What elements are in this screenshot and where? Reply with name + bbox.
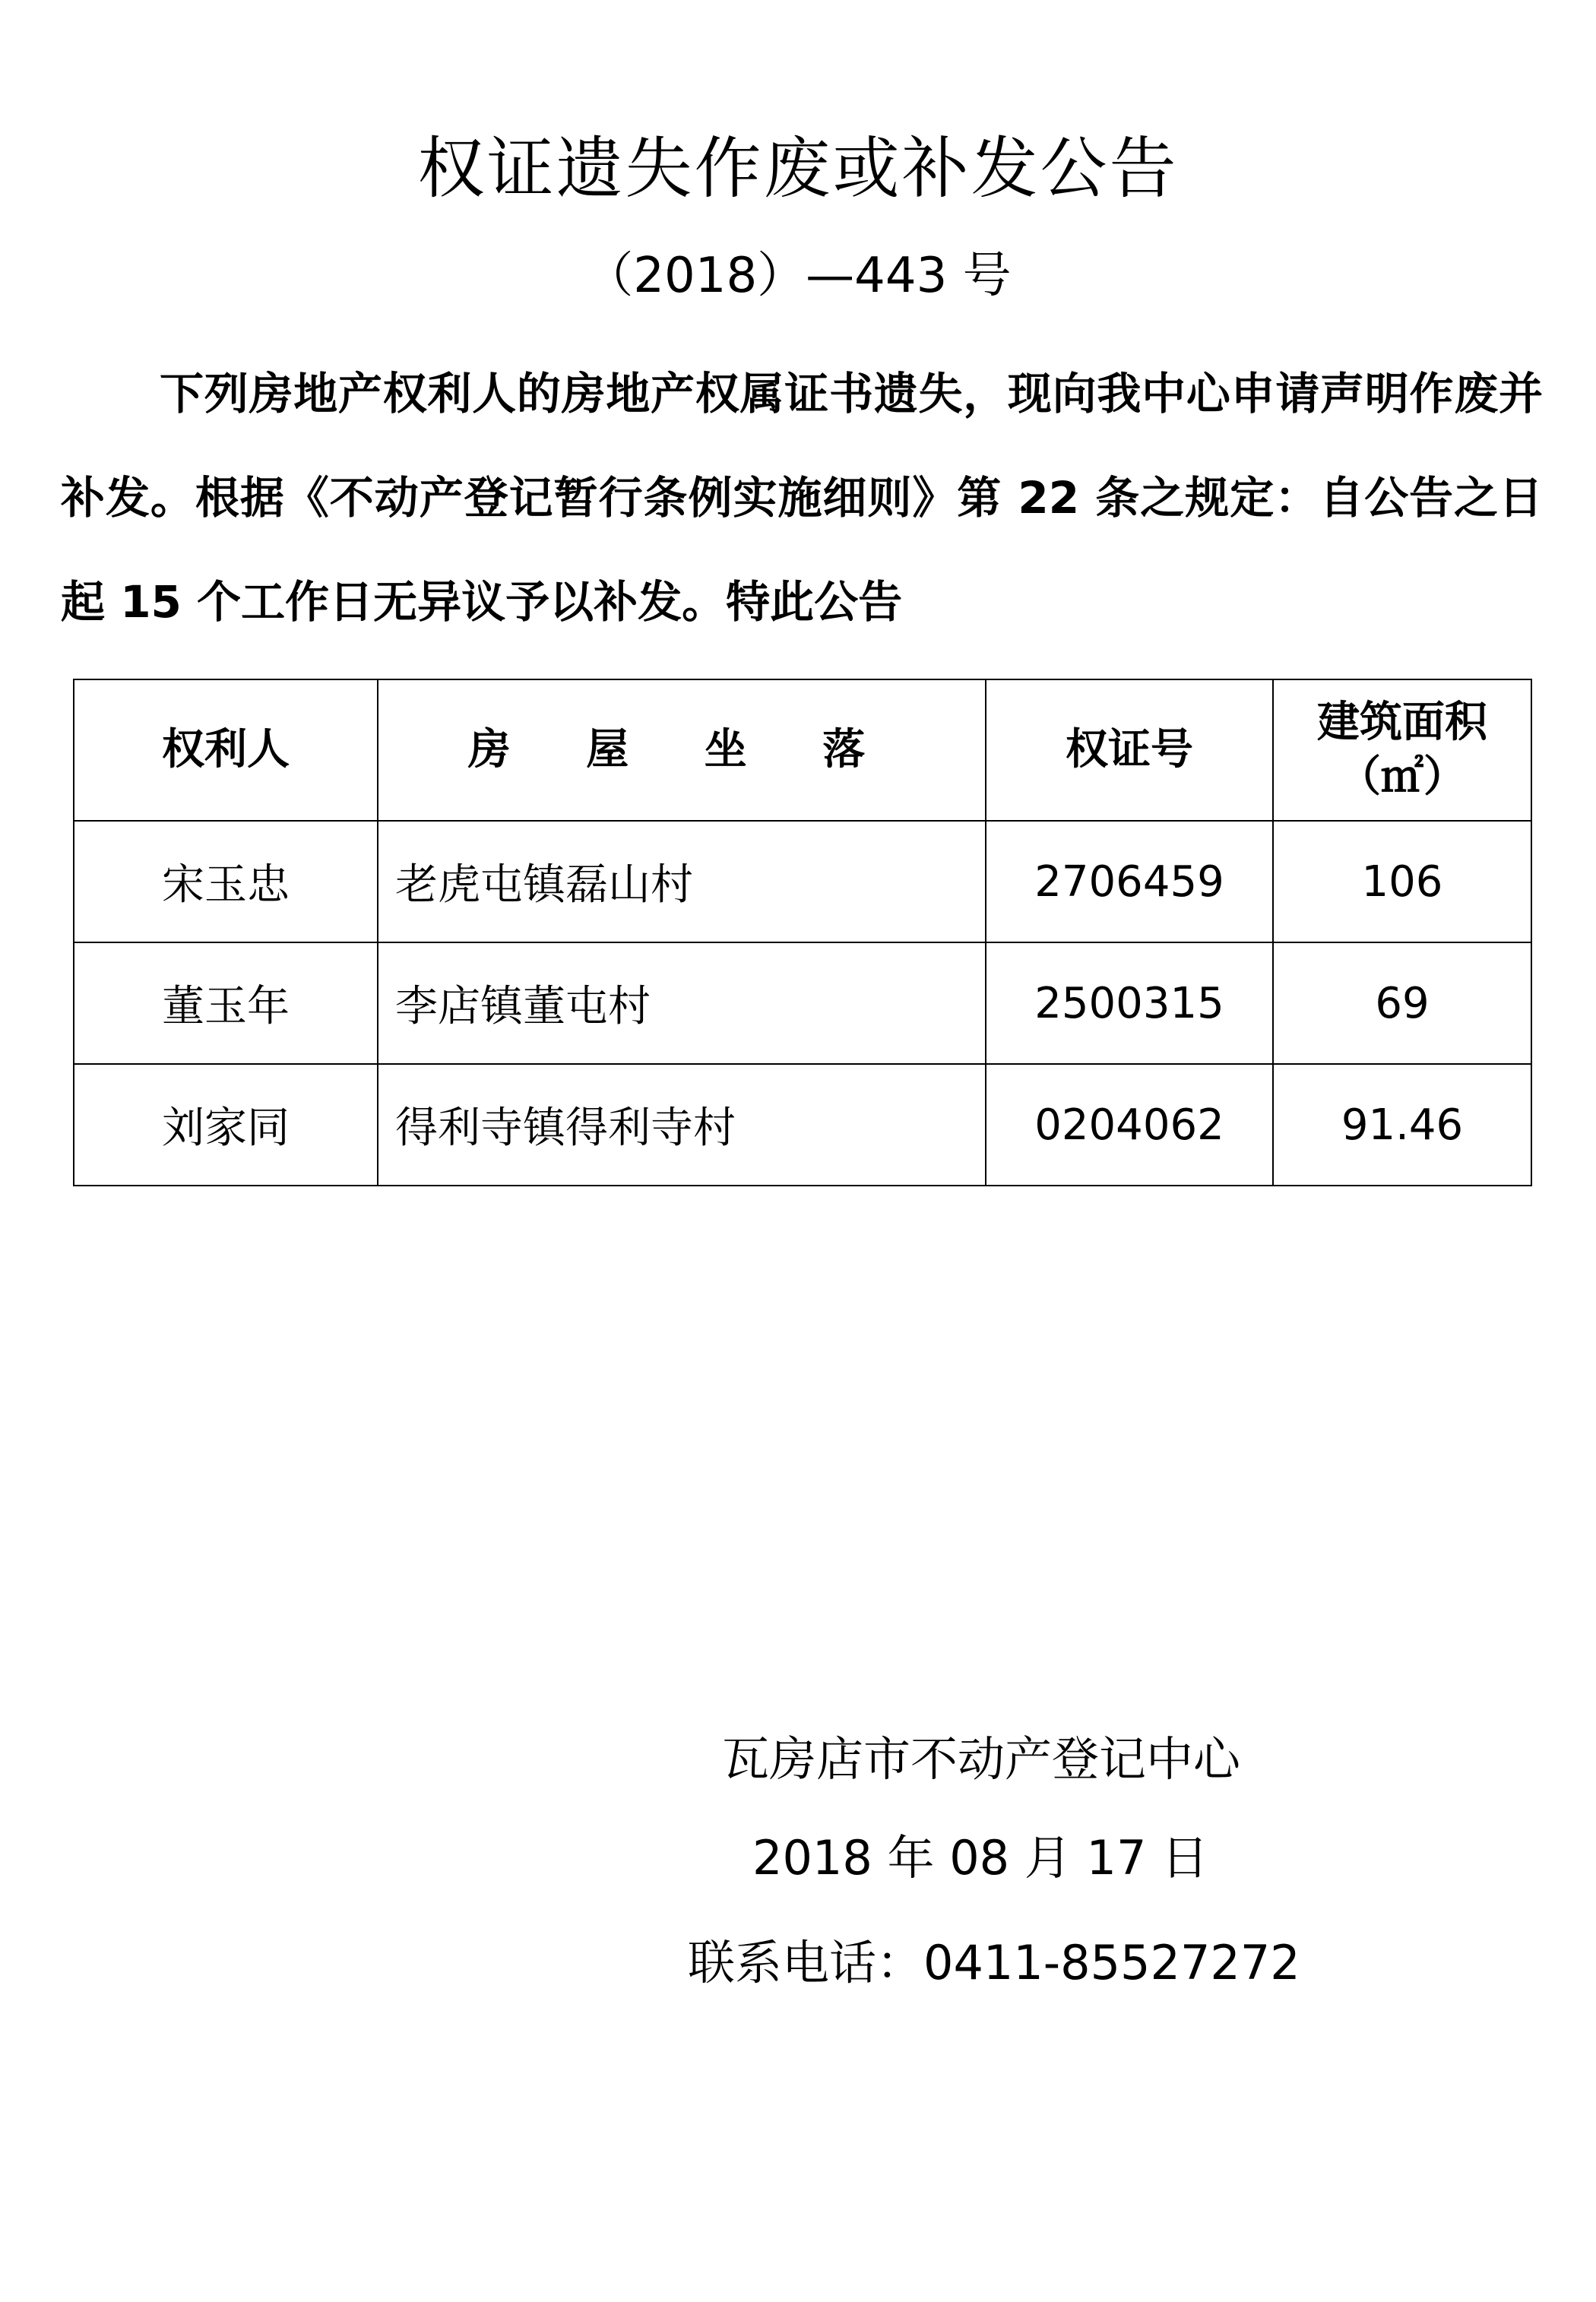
cell-area: 106 — [1273, 821, 1531, 942]
contact-phone: 联系电话：0411-85527272 — [688, 1935, 1300, 1990]
issuing-organization: 瓦房店市不动产登记中心 — [722, 1731, 1241, 1787]
cell-owner: 刘家同 — [74, 1064, 378, 1186]
cell-cert-no: 2500315 — [986, 942, 1273, 1064]
cell-cert-no: 0204062 — [986, 1064, 1273, 1186]
issue-date: 2018 年 08 月 17 日 — [752, 1830, 1209, 1886]
table-row — [74, 821, 1531, 942]
header-cert-no: 权证号 — [986, 679, 1273, 821]
header-owner: 权利人 — [74, 679, 378, 821]
cell-cert-no: 2706459 — [986, 821, 1273, 942]
table-header-row — [74, 679, 1531, 821]
header-address: 房 屋 坐 落 — [378, 679, 986, 821]
cell-address: 得利寺镇得利寺村 — [378, 1064, 986, 1186]
lost-certificate-table — [73, 679, 1532, 1186]
header-area: 建筑面积（㎡） — [1273, 679, 1531, 821]
announcement-body: 下列房地产权利人的房地产权属证书遗失，现向我中心申请声明作废并补发。根据《不动产登记暂行条例实施细则》第 22 条之规定：自公告之日起 15 个工作日无异议予以补发。特此公告 — [61, 368, 1543, 628]
table-row — [74, 1064, 1531, 1186]
cell-address: 李店镇董屯村 — [378, 942, 986, 1064]
table-row — [74, 942, 1531, 1064]
cell-area: 91.46 — [1273, 1064, 1531, 1186]
document-number: （2018）—443 号 — [584, 248, 1012, 304]
cell-address: 老虎屯镇磊山村 — [378, 821, 986, 942]
cell-area: 69 — [1273, 942, 1531, 1064]
cell-owner: 董玉年 — [74, 942, 378, 1064]
cell-owner: 宋玉忠 — [74, 821, 378, 942]
document-title: 权证遗失作废或补发公告 — [417, 129, 1179, 207]
